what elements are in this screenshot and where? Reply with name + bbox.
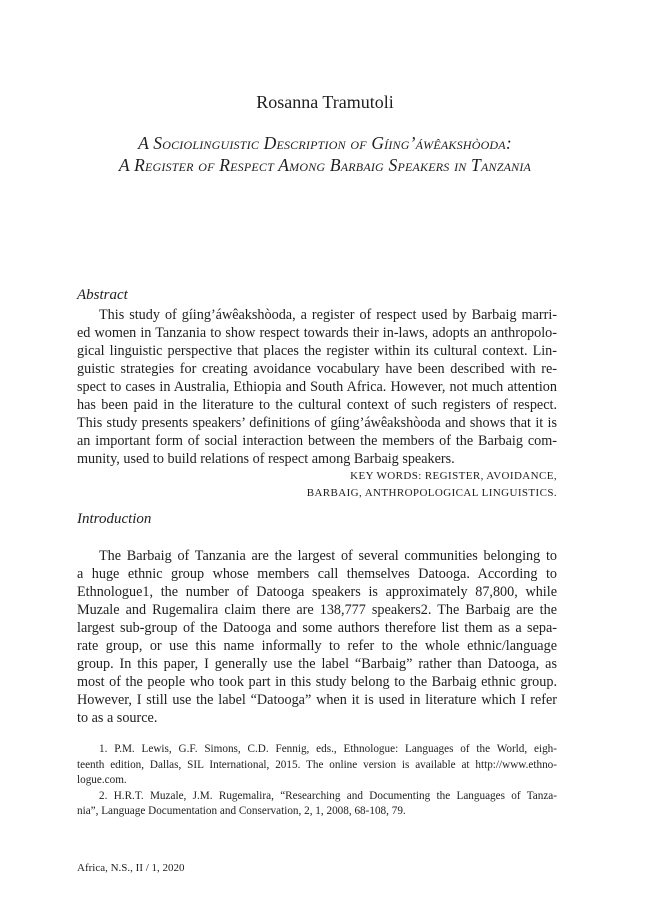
abstract-line: This study of gíing’áwêakshòoda, a register of respect used by Barbaig marri- (99, 307, 557, 323)
abstract-line: guistic strategies for creating avoidance vocabulary have been described with re- (77, 361, 557, 377)
footnote-line: logue.com. (77, 774, 127, 786)
footnote-line: nia”, Language Documentation and Conservation, 2, 1, 2008, 68-108, 79. (77, 805, 406, 817)
keywords-line-2: BARBAIG, ANTHROPOLOGICAL LINGUISTICS. (306, 487, 557, 499)
abstract-heading: Abstract (77, 287, 128, 303)
intro-line: rate group, or use this name informally to refer to the whole ethnic/language (77, 638, 557, 654)
intro-line: to as a source. (77, 710, 158, 726)
article-title-line-2: A Register of Respect Among Barbaig Speakers in Tanzania (118, 155, 532, 175)
footnote-line: teenth edition, Dallas, SIL International, 2015. The online version is available at http://www.ethno- (77, 758, 557, 771)
intro-line: Muzale and Rugemalira claim there are 138,777 speakers2. The Barbaig are the (77, 602, 557, 618)
intro-line: a huge ethnic group whose members call themselves Datooga. According to (77, 566, 557, 582)
intro-line: most of the people who took part in this study belong to the Barbaig ethnic group. (77, 674, 557, 690)
abstract-line: ed women in Tanzania to show respect towards their in-laws, adopts an anthropolo- (77, 325, 557, 341)
introduction-heading: Introduction (77, 511, 152, 527)
intro-line: Ethnologue1, the number of Datooga speakers is approximately 87,800, while (77, 584, 557, 600)
abstract-line: This study presents speakers’ definitions of gíing’áwêakshòoda and shows that it is (77, 415, 557, 431)
page-footer: Africa, N.S., II / 1, 2020 (77, 862, 185, 874)
intro-line: largest sub-group of the Datooga and some authors therefore list them as a sepa- (77, 620, 557, 636)
abstract-line: gical linguistic perspective that places the register within its cultural context. Lin- (77, 343, 557, 359)
author-name: Rosanna Tramutoli (256, 92, 394, 112)
intro-line: However, I still use the label “Datooga” when it is used in literature which I refer (77, 692, 557, 708)
introduction-body (77, 547, 557, 727)
intro-line: The Barbaig of Tanzania are the largest of several communities belonging to (99, 548, 557, 564)
intro-line: group. In this paper, I generally use the label “Barbaig” rather than Datooga, as (77, 656, 557, 672)
footnote-line: 2. H.R.T. Muzale, J.M. Rugemalira, “Researching and Documenting the Languages of Tanza- (99, 789, 557, 802)
abstract-body (77, 306, 557, 468)
abstract-line: an important form of social interaction between the members of the Barbaig com- (77, 433, 557, 449)
footnotes (77, 742, 557, 820)
keywords-line-1: KEY WORDS: REGISTER, AVOIDANCE, (350, 470, 557, 482)
abstract-line: munity, used to build relations of respect among Barbaig speakers. (77, 451, 455, 467)
abstract-line: spect to cases in Australia, Ethiopia and South Africa. However, not much attention (77, 379, 557, 395)
article-title-line-1: A Sociolinguistic Description of Gíing’áwêakshòoda: (138, 133, 512, 153)
abstract-line: has been paid in the literature to the cultural context of such registers of respect. (77, 397, 557, 413)
footnote-line: 1. P.M. Lewis, G.F. Simons, C.D. Fennig, eds., Ethnologue: Languages of the World, eigh- (99, 743, 557, 755)
